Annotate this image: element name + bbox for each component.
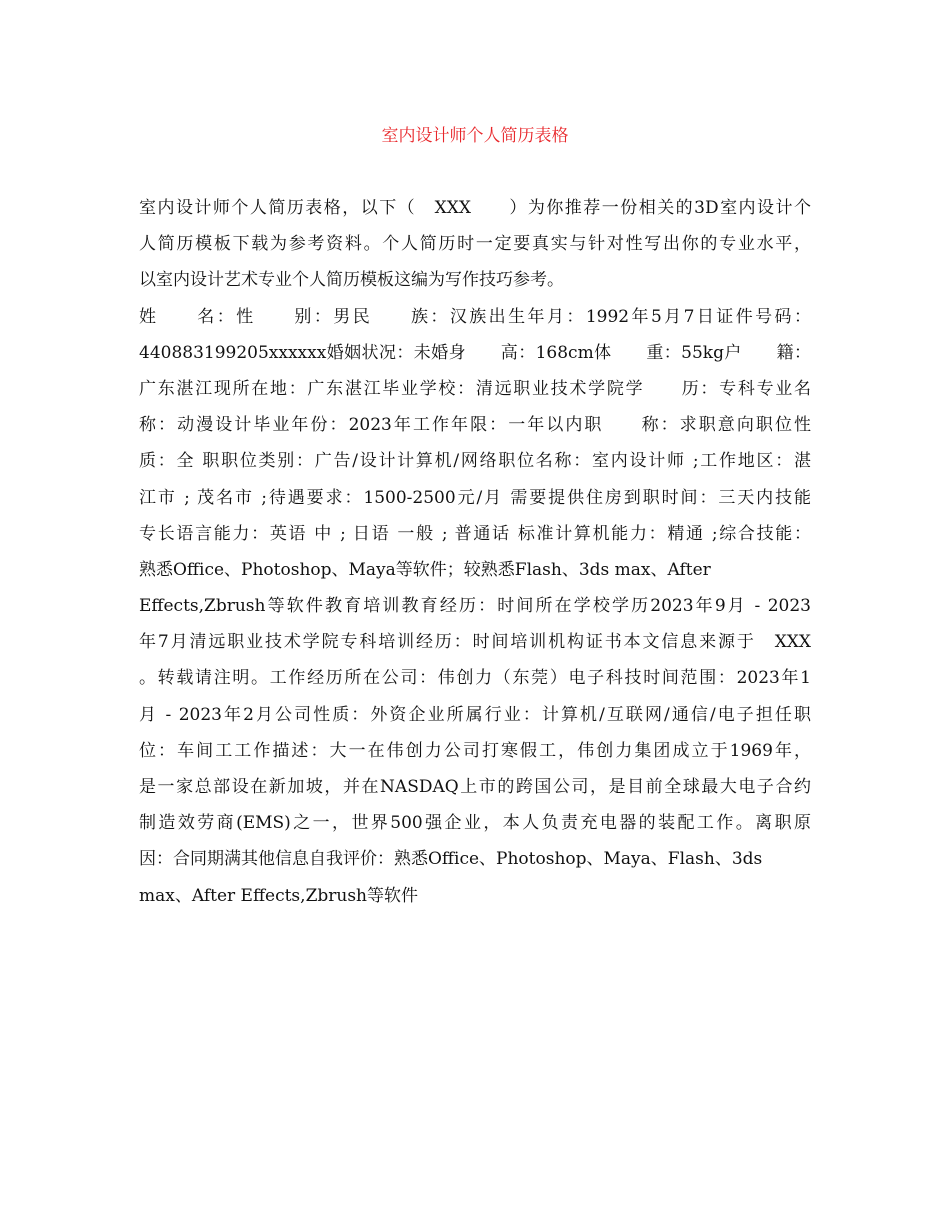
body-line-13: 年7月清远职业技术学院专科培训经历：时间培训机构证书本文信息来源于 XXX xyxy=(139,632,811,653)
body-line-3: 以室内设计艺术专业个人简历模板这编为写作技巧参考。 xyxy=(139,270,564,291)
body-line-15: 月 - 2023年2月公司性质：外资企业所属行业：计算机/互联网/通信/电子担任职 xyxy=(139,704,811,725)
body-line-4: 姓 名：性 别：男民 族：汉族出生年月：1992年5月7日证件号码： xyxy=(139,306,811,327)
body-line-7: 称：动漫设计毕业年份：2023年工作年限：一年以内职 称：求职意向职位性 xyxy=(139,415,811,436)
document-title: 室内设计师个人简历表格 xyxy=(381,126,569,146)
body-line-6: 广东湛江现所在地：广东湛江毕业学校：清远职业技术学院学 历：专科专业名 xyxy=(139,378,811,399)
body-line-12: Effects,Zbrush等软件教育培训教育经历：时间所在学校学历2023年9月 - 2023 xyxy=(139,596,811,617)
body-line-1: 室内设计师个人简历表格，以下（ XXX ）为你推荐一份相关的3D室内设计个 xyxy=(139,198,811,218)
body-line-5: 440883199205xxxxxx婚姻状况：未婚身 高：168cm体 重：55kg户 籍： xyxy=(139,342,811,363)
body-line-10: 专长语言能力：英语 中 ; 日语 一般 ; 普通话 标准计算机能力：精通 ;综合技能： xyxy=(139,523,811,544)
body-line-16: 位：车间工工作描述：大一在伟创力公司打寒假工，伟创力集团成立于1969年， xyxy=(139,740,811,761)
body-line-20: max、After Effects,Zbrush等软件 xyxy=(139,885,419,906)
body-line-17: 是一家总部设在新加坡，并在NASDAQ上市的跨国公司，是目前全球最大电子合约 xyxy=(139,777,811,797)
body-line-11: 熟悉Office、Photoshop、Maya等软件；较熟悉Flash、3ds max、After xyxy=(139,559,711,580)
body-line-14: 。转载请注明。工作经历所在公司：伟创力（东莞）电子科技时间范围：2023年1 xyxy=(139,668,811,689)
body-line-9: 江市 ; 茂名市 ;待遇要求：1500-2500元/月 需要提供住房到职时间：三天内技能 xyxy=(139,487,811,508)
document-body xyxy=(139,195,811,919)
body-line-19: 因：合同期满其他信息自我评价：熟悉Office、Photoshop、Maya、Flash、3ds xyxy=(139,849,763,870)
body-line-2: 人简历模板下载为参考资料。个人简历时一定要真实与针对性写出你的专业水平， xyxy=(139,234,811,255)
body-line-18: 制造效劳商(EMS)之一，世界500强企业，本人负责充电器的装配工作。离职原 xyxy=(139,813,811,834)
body-line-8: 质：全 职职位类别：广告/设计计算机/网络职位名称：室内设计师 ;工作地区：湛 xyxy=(139,451,811,472)
